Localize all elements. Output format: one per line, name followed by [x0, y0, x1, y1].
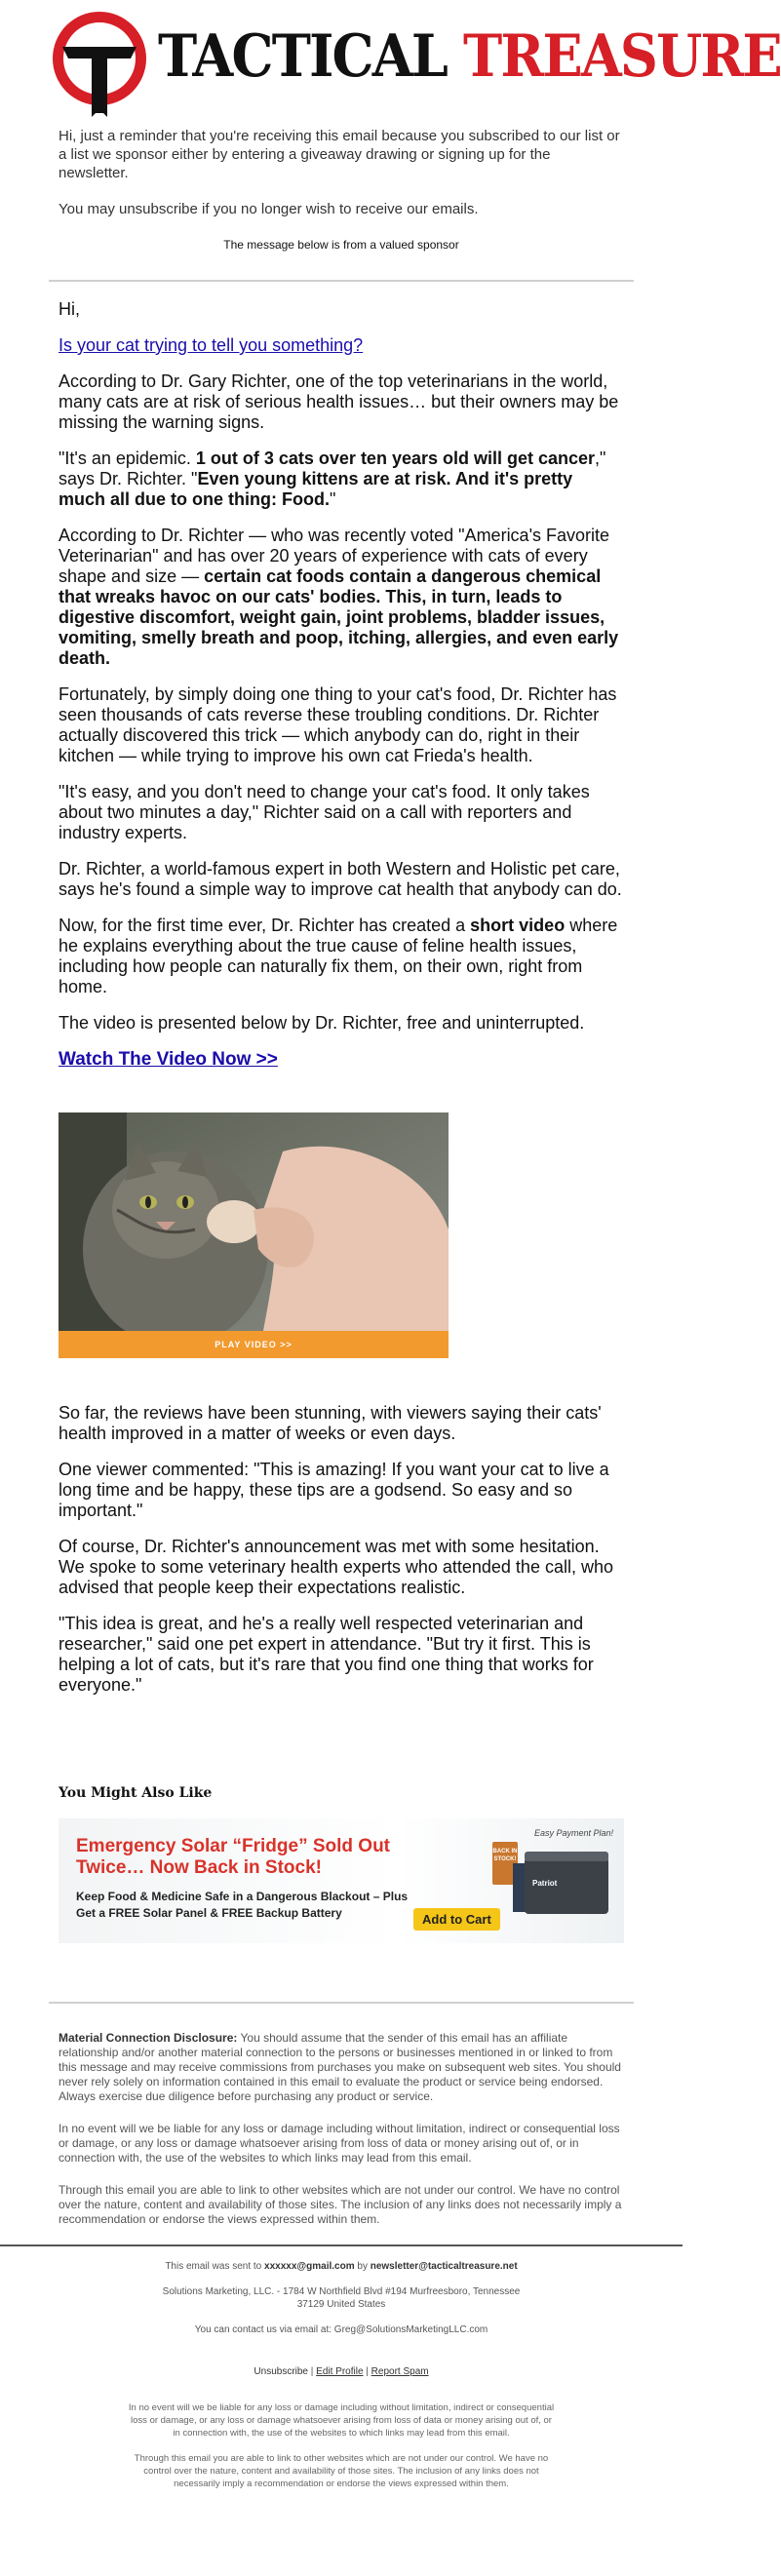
brand-header	[49, 0, 781, 127]
paragraph-5: "It's easy, and you don't need to change your cat's food. It only takes about two minutes a day," Richter said on a call with reporters and industry experts.	[59, 782, 590, 842]
paragraph-10: One viewer commented: "This is amazing! If you want your cat to live a long time and be happy, these tips are a godsend. So easy and so important."	[59, 1460, 609, 1520]
add-to-cart-button[interactable]: Add to Cart	[413, 1908, 500, 1931]
back-in-stock-badge: BACK IN STOCK!	[492, 1842, 518, 1885]
email-container	[49, 0, 781, 2490]
sent-prefix: This email was sent to	[165, 2261, 265, 2272]
disclosure-label: Material Connection Disclosure:	[59, 2031, 238, 2045]
ad-headline: Emergency Solar “Fridge” Sold Out Twice… Now Back in Stock!	[76, 1836, 391, 1878]
paragraph-1: According to Dr. Gary Richter, one of the top veterinarians in the world, many cats are at risk of serious health issues… but their owners may be missing the warning signs.	[59, 371, 619, 432]
ad-subline: Keep Food & Medicine Safe in a Dangerous Blackout – Plus Get a FREE Solar Panel & FREE Backup Battery	[76, 1890, 409, 1920]
p2-bold-b: 1 out of 3 cats over ten years old will get cancer	[195, 449, 596, 468]
watch-video-link[interactable]: Watch The Video Now >>	[59, 1049, 278, 1070]
unsubscribe-note: You may unsubscribe if you no longer wish to receive our emails.	[59, 201, 479, 217]
tactical-treasure-logo-icon	[49, 8, 150, 117]
p2-text-c: ," says Dr. Richter. "	[59, 449, 606, 488]
unsubscribe-link[interactable]: Unsubscribe	[254, 2366, 308, 2377]
p7-text-c: where he explains everything about the true cause of feline health issues, including how people can naturally fix them, on their own, right from home.	[59, 916, 618, 996]
sent-to-line	[49, 2260, 634, 2273]
fridge-lid	[525, 1852, 608, 1861]
p2-text-e: "	[329, 489, 336, 509]
paragraph-9: So far, the reviews have been stunning, with viewers saying their cats' health improved in a matter of weeks or even days.	[59, 1403, 602, 1443]
fridge-brand-label: Patriot	[532, 1879, 558, 1888]
p3-bold-b: certain cat foods contain a dangerous chemical that wreaks havoc on our cats' bodies. This, in turn, leads to digestive discomfort, weight gain, joint problems, bladder issues, vomiting, smelly breath and poop, itching, allergies, and even early death.	[59, 566, 619, 668]
subscription-notice	[49, 127, 634, 254]
paragraph-11: Of course, Dr. Richter's announcement was met with some hesitation. We spoke to some veterinary health experts who attended the call, who advised that people keep their expectations realistic.	[59, 1537, 613, 1597]
sponsor-note: The message below is from a valued sponsor	[223, 238, 459, 252]
also-like-heading: You Might Also Like	[59, 1785, 213, 1801]
sponsor-article	[49, 282, 634, 1696]
play-video-button[interactable]: PLAY VIDEO >>	[59, 1331, 449, 1358]
divider	[49, 2002, 634, 2004]
external-links-disclaimer: Through this email you are able to link to other websites which are not under our control. We have no control over the nature, content and availability of those sites. The inclusion of any links does not necessarily imply a recommendation or endorse the views expressed within them.	[59, 2183, 622, 2226]
link-separator: |	[308, 2366, 317, 2377]
paragraph-6: Dr. Richter, a world-famous expert in both Western and Holistic pet care, says he's found a simple way to improve cat health that anybody can do.	[59, 859, 622, 899]
cat-photo-image	[59, 1112, 449, 1331]
solar-fridge-image	[525, 1857, 608, 1914]
paragraph-7	[59, 916, 624, 997]
paragraph-4: Fortunately, by simply doing one thing to your cat's food, Dr. Richter has seen thousands of cats reverse these troubling conditions. Dr. Richter actually discovered this trick — which anybody can do, right in their kitchen — while trying to improve his own cat Frieda's health.	[59, 684, 617, 765]
paragraph-8: The video is presented below by Dr. Richter, free and uninterrupted.	[59, 1013, 585, 1033]
p7-text-a: Now, for the first time ever, Dr. Richter has created a	[59, 916, 471, 935]
brand-wordmark	[158, 22, 781, 91]
reminder-text: Hi, just a reminder that you're receiving this email because you subscribed to our list or a list we sponsor either by entering a giveaway drawing or signing up for the newsletter.	[59, 128, 620, 181]
disclosure-section	[49, 2002, 634, 2227]
contact-line: You can contact us via email at: Greg@SolutionsMarketingLLC.com	[194, 2324, 488, 2335]
paragraph-3	[59, 526, 624, 669]
liability-disclaimer: In no event will we be liable for any loss or damage including without limitation, indirect or consequential loss or damage, or any loss or damage whatsoever arising from loss of data or money arising out of, or in connection with, the use of the websites to which links may lead from this email.	[59, 2122, 620, 2165]
report-spam-link[interactable]: Report Spam	[371, 2366, 429, 2377]
p2-bold-d: Even young kittens are at risk. And it's pretty much all due to one thing: Food.	[59, 469, 573, 509]
sender-email: newsletter@tacticaltreasure.net	[370, 2261, 518, 2272]
greeting: Hi,	[59, 299, 80, 319]
link-separator: |	[363, 2366, 371, 2377]
solar-fridge-ad-banner[interactable]	[59, 1818, 624, 1943]
p2-text-a: "It's an epidemic.	[59, 449, 196, 468]
p3-text-a: According to Dr. Richter — who was recently voted "America's Favorite Veterinarian" and has over 20 years of experience with cats of every shape and size —	[59, 526, 610, 586]
easy-payment-tag: Easy Payment Plan!	[534, 1828, 614, 1838]
material-disclosure	[59, 2031, 624, 2104]
company-address	[49, 2285, 634, 2311]
video-thumbnail[interactable]	[59, 1112, 449, 1358]
recipient-email: xxxxxx@gmail.com	[264, 2261, 355, 2272]
zip-country: 37129 United States	[296, 2299, 386, 2310]
company-line: Solutions Marketing, LLC. - 1784 W Northfield Blvd #194 Murfreesboro, Tennessee	[162, 2286, 521, 2297]
footer-external: Through this email you are able to link to other websites which are not under our control. We have no control over the nature, content and availability of those sites. The inclusion of any links does not necessarily imply a recommendation or endorse the views expressed within them.	[134, 2453, 549, 2489]
footer-divider	[0, 2244, 683, 2246]
edit-profile-link[interactable]: Edit Profile	[316, 2366, 364, 2377]
footer-liability: In no event will we be liable for any loss or damage including without limitation, indirect or consequential loss or damage, or any loss or damage whatsoever arising from loss of data or money arising out of, or in connection with, the use of the websites to which links may lead from this email.	[128, 2402, 555, 2439]
paragraph-2	[59, 449, 624, 510]
footer-links	[49, 2365, 634, 2378]
email-footer	[49, 2246, 634, 2490]
disclosure-text: You should assume that the sender of this email has an affiliate relationship and/or another material connection to the persons or businesses mentioned in or linked to from this message and may receive commissions from purchases you make on subsequent web sites. You should never rely solely on information contained in this email to evaluate the product or service being endorsed. Always exercise due diligence before purchasing any product or service.	[59, 2031, 621, 2103]
sent-mid: by	[354, 2261, 371, 2272]
brand-word-treasure: TREASURE	[463, 22, 781, 91]
paragraph-12: "This idea is great, and he's a really well respected veterinarian and researcher," said one pet expert in attendance. "But try it first. This is helping a lot of cats, but it's rare that you find one thing that works for everyone."	[59, 1614, 594, 1695]
p7-bold-b: short video	[470, 916, 566, 935]
brand-word-tactical: TACTICAL	[158, 22, 448, 91]
headline-link[interactable]: Is your cat trying to tell you something?	[59, 335, 364, 355]
